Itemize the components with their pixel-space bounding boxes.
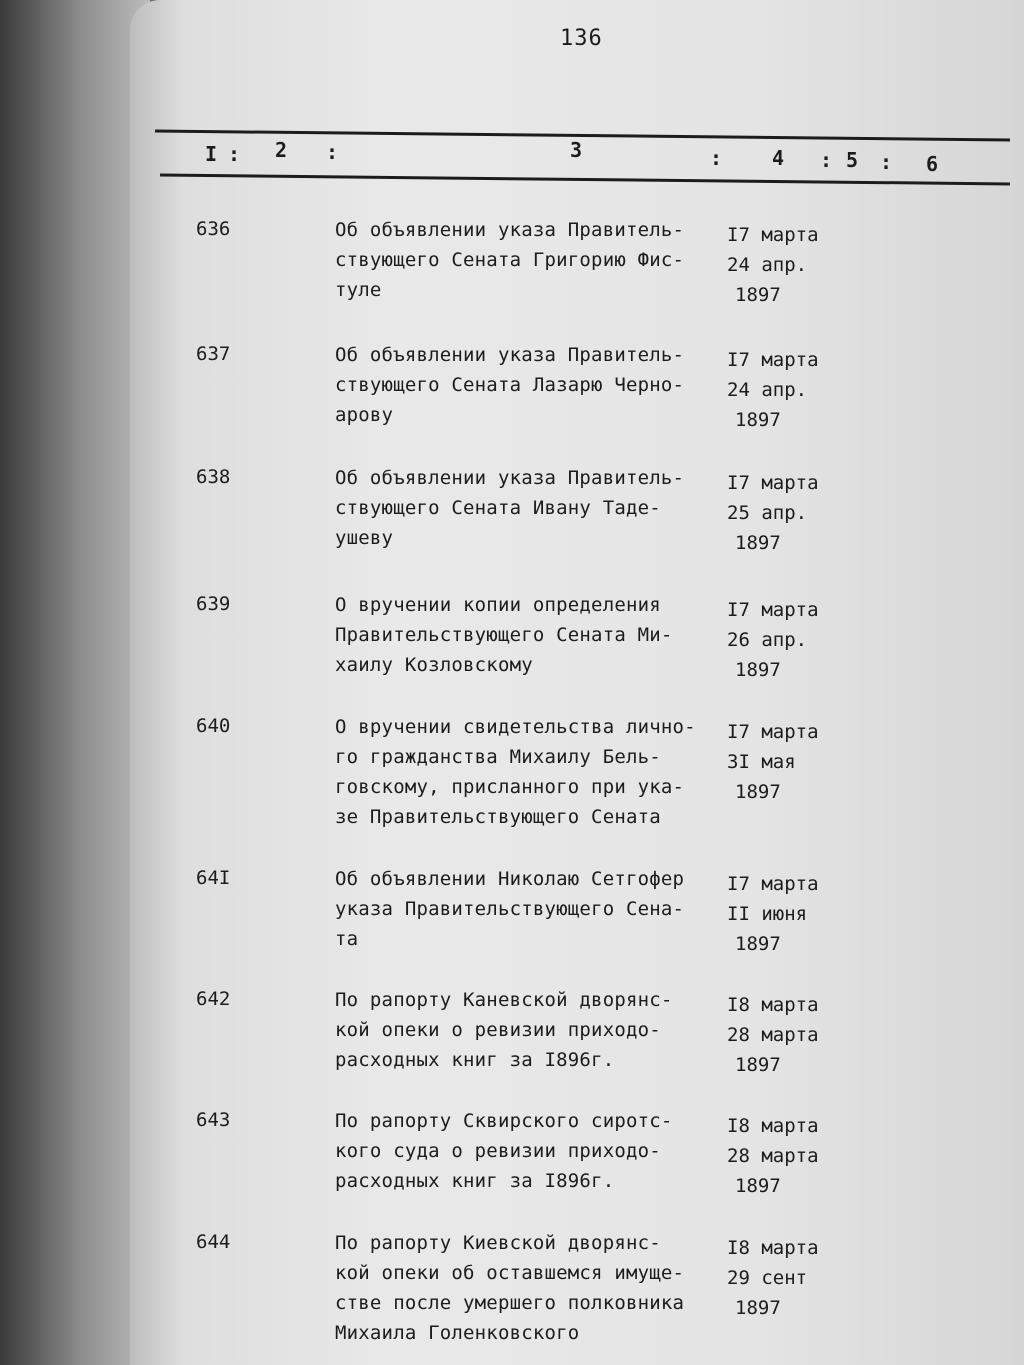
description-line: Михаила Голенковского: [335, 1322, 580, 1344]
date-year: 1897: [735, 781, 781, 803]
entry-dates: [727, 869, 837, 959]
date-end: 29 сент: [727, 1267, 808, 1289]
entry-description: [335, 463, 725, 553]
date-start: I7 марта: [727, 599, 819, 621]
entry-description: [335, 340, 725, 430]
entry-number: 636: [196, 218, 231, 240]
description-line: стве после умершего полковника: [335, 1292, 685, 1314]
page-number: 136: [560, 26, 603, 51]
description-line: О вручении свидетельства лично-: [335, 716, 696, 738]
date-end: 24 апр.: [727, 379, 808, 401]
description-line: Об объявлении Николаю Сетгофер: [335, 868, 685, 890]
date-start: I7 марта: [727, 472, 819, 494]
header-separator: :: [820, 148, 833, 172]
date-end: 3I мая: [727, 751, 796, 773]
description-line: По рапорту Сквирского сиротс-: [335, 1110, 673, 1132]
entry-number: 64I: [196, 867, 231, 889]
header-col-1: I: [205, 142, 218, 166]
entry-number: 644: [196, 1231, 231, 1253]
entry-dates: [727, 1233, 837, 1323]
entry-number: 643: [196, 1109, 231, 1131]
description-line: та: [335, 928, 359, 950]
entry-description: [335, 215, 725, 305]
entry-dates: [727, 345, 837, 435]
entry-dates: [727, 990, 837, 1080]
description-line: кой опеки об оставшемся имуще-: [335, 1262, 685, 1284]
date-end: II июня: [727, 903, 808, 925]
description-line: кой опеки о ревизии приходо-: [335, 1019, 661, 1041]
description-line: арову: [335, 404, 394, 426]
entry-number: 639: [196, 593, 231, 615]
description-line: ствующего Сената Григорию Фис-: [335, 249, 685, 271]
description-line: ствующего Сената Лазарю Черно-: [335, 374, 685, 396]
date-year: 1897: [735, 933, 781, 955]
description-line: кого суда о ревизии приходо-: [335, 1140, 661, 1162]
date-year: 1897: [735, 659, 781, 681]
entry-number: 640: [196, 715, 231, 737]
date-start: I7 марта: [727, 873, 819, 895]
description-line: говскому, присланного при ука-: [335, 776, 685, 798]
description-line: Об объявлении указа Правитель-: [335, 467, 685, 489]
date-start: I7 марта: [727, 349, 819, 371]
date-year: 1897: [735, 532, 781, 554]
date-start: I8 марта: [727, 1237, 819, 1259]
description-line: расходных книг за I896г.: [335, 1049, 615, 1071]
description-line: хаилу Козловскому: [335, 654, 533, 676]
description-line: По рапорту Киевской дворянс-: [335, 1232, 661, 1254]
description-line: ствующего Сената Ивану Таде-: [335, 497, 661, 519]
date-year: 1897: [735, 1054, 781, 1076]
book-spine-shadow: [0, 0, 150, 1365]
entry-number: 638: [196, 466, 231, 488]
date-year: 1897: [735, 1297, 781, 1319]
description-line: ушеву: [335, 527, 394, 549]
header-separator: :: [326, 140, 339, 164]
description-line: расходных книг за I896г.: [335, 1170, 615, 1192]
header-col-3: 3: [570, 138, 583, 162]
description-line: Об объявлении указа Правитель-: [335, 344, 685, 366]
entry-description: [335, 985, 725, 1075]
entry-description: [335, 864, 725, 954]
date-start: I7 марта: [727, 224, 819, 246]
date-start: I8 марта: [727, 994, 819, 1016]
description-line: Об объявлении указа Правитель-: [335, 219, 685, 241]
entry-dates: [727, 468, 837, 558]
header-separator: :: [228, 142, 241, 166]
description-line: го гражданства Михаилу Бель-: [335, 746, 661, 768]
header-col-6: 6: [926, 152, 939, 176]
date-end: 28 марта: [727, 1145, 819, 1167]
entry-dates: [727, 717, 837, 807]
description-line: Правительствующего Сената Ми-: [335, 624, 673, 646]
header-separator: :: [880, 150, 893, 174]
date-end: 24 апр.: [727, 254, 808, 276]
date-start: I7 марта: [727, 721, 819, 743]
entry-dates: [727, 595, 837, 685]
date-end: 26 апр.: [727, 629, 808, 651]
date-end: 25 апр.: [727, 502, 808, 524]
date-start: I8 марта: [727, 1115, 819, 1137]
description-line: туле: [335, 279, 382, 301]
header-separator: :: [710, 146, 723, 170]
description-line: О вручении копии определения: [335, 594, 661, 616]
header-col-2: 2: [275, 138, 288, 162]
date-year: 1897: [735, 1175, 781, 1197]
header-col-4: 4: [772, 146, 785, 170]
entry-dates: [727, 220, 837, 310]
entry-description: [335, 1106, 725, 1196]
description-line: зе Правительствующего Сената: [335, 806, 661, 828]
date-end: 28 марта: [727, 1024, 819, 1046]
header-col-5: 5: [846, 148, 859, 172]
entry-description: [335, 1228, 725, 1348]
entry-dates: [727, 1111, 837, 1201]
date-year: 1897: [735, 284, 781, 306]
entry-number: 637: [196, 343, 231, 365]
description-line: По рапорту Каневской дворянс-: [335, 989, 673, 1011]
description-line: указа Правительствующего Сена-: [335, 898, 685, 920]
date-year: 1897: [735, 409, 781, 431]
entry-description: [335, 712, 725, 832]
entry-number: 642: [196, 988, 231, 1010]
entry-description: [335, 590, 725, 680]
